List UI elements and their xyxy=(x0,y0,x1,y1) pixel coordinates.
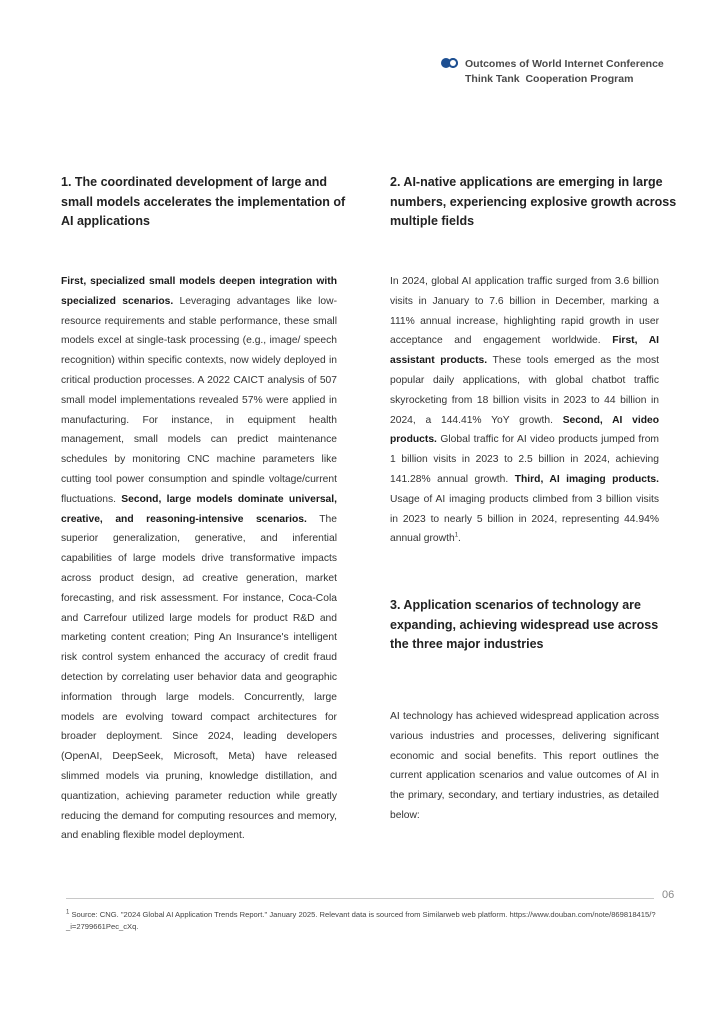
conference-logo-icon xyxy=(441,58,459,68)
section-2-body xyxy=(390,272,659,549)
section-3-heading: 3. Application scenarios of technology are expanding, achieving widespread use across the three major industries xyxy=(390,598,659,651)
header-line-2: Think Tank Cooperation Program xyxy=(465,73,634,85)
section-2-heading: 2. AI-native applications are emerging in large numbers, experiencing explosive growth across multiple fields xyxy=(390,175,677,228)
section-2-text-3: Usage of AI imaging products climbed from 3 billion visits in 2023 to nearly 5 billion in 2024, representing 44.94% annual growth xyxy=(390,493,659,545)
section-2-lead-3: Third, AI imaging products. xyxy=(514,473,659,485)
footnote-reference: 1 xyxy=(454,532,459,539)
page-number: 06 xyxy=(662,889,675,901)
section-2-lead-1: First, AI assistant products. xyxy=(390,335,660,367)
section-2-text-2: Global traffic for AI video products jumped from 1 billion visits in 2023 to 2.5 billion in 2024, achieving 141.28% annual growth. xyxy=(390,434,659,485)
section-2-lead-2: Second, AI video products. xyxy=(390,414,659,446)
section-1-lead-2: Second, large models dominate universal, creative, and reasoning-intensive scenarios. xyxy=(61,493,337,525)
section-1-text-2: The superior generalization, generative, and inferential capabilities of large models drive transformative impacts across product design, ad creative generation, market forecasting, and risk assessment. For instance, Coca-Cola and Carrefour utilized large models for product R&D and marketing content creation; Ping An Insurance's intelligent risk control system enhanced the accuracy of credit fraud detection by correlating user behavior data and geographic information through large models. Concurrently, large models are evolving toward compact architectures for broader deployment. Since 2024, leading developers (OpenAI, DeepSeek, Microsoft, Meta) have released slimmed models via pruning, knowledge distillation, and quantization, achieving parameter reduction while greatly reducing the demand for computing resources and memory, and enabling flexible model deployment. xyxy=(61,513,337,842)
section-1-text-1: Leveraging advantages like low-resource requirements and stable performance, these small models excel at single-task processing (e.g., image/ speech recognition) within specific contexts, now widely deployed in critical production processes. A 2022 CAICT analysis of 507 small model implementations revealed 57% were applied in manufacturing. For instance, in equipment health management, small models can predict maintenance schedules by monitoring CNC machine parameters like cutting tool power consumption and spindle voltage/current fluctuations. xyxy=(61,295,337,505)
section-1-lead-1: First, specialized small models deepen integration with specialized scenarios. xyxy=(61,276,337,307)
section-2-intro: In 2024, global AI application traffic surged from 3.6 billion visits in January to 7.6 billion in December, marking a 111% annual increase, highlighting rapid growth in user acceptance and engagement worldwide. xyxy=(390,276,659,347)
header-title xyxy=(465,57,664,87)
section-3-body: AI technology has achieved widespread application across various industries and processes, delivering significant economic and social benefits. This report outlines the current application scenarios and value outcomes of AI in the primary, secondary, and tertiary industries, as detailed below: xyxy=(390,711,659,821)
section-1-body xyxy=(61,272,337,846)
footnote-marker: 1 xyxy=(66,909,70,916)
header-line-1: Outcomes of World Internet Conference xyxy=(465,58,664,70)
section-2-text-1: These tools emerged as the most popular daily applications, with global chatbot traffic skyrocketing from 18 billion visits in 2023 to 44 billion in 2024, a 144.41% YoY growth. xyxy=(390,355,659,426)
footnote xyxy=(66,909,656,932)
section-1-heading: 1. The coordinated development of large and small models accelerates the implementation of AI applications xyxy=(61,175,346,228)
footer-divider xyxy=(66,898,654,899)
section-2-end: . xyxy=(458,533,461,545)
footnote-text: Source: CNG. "2024 Global AI Application Trends Report." January 2025. Relevant data is sourced from Similarweb web platform. https://www.douban.com/note/869818415/?_i=2799661Pec_cXq. xyxy=(66,910,656,931)
